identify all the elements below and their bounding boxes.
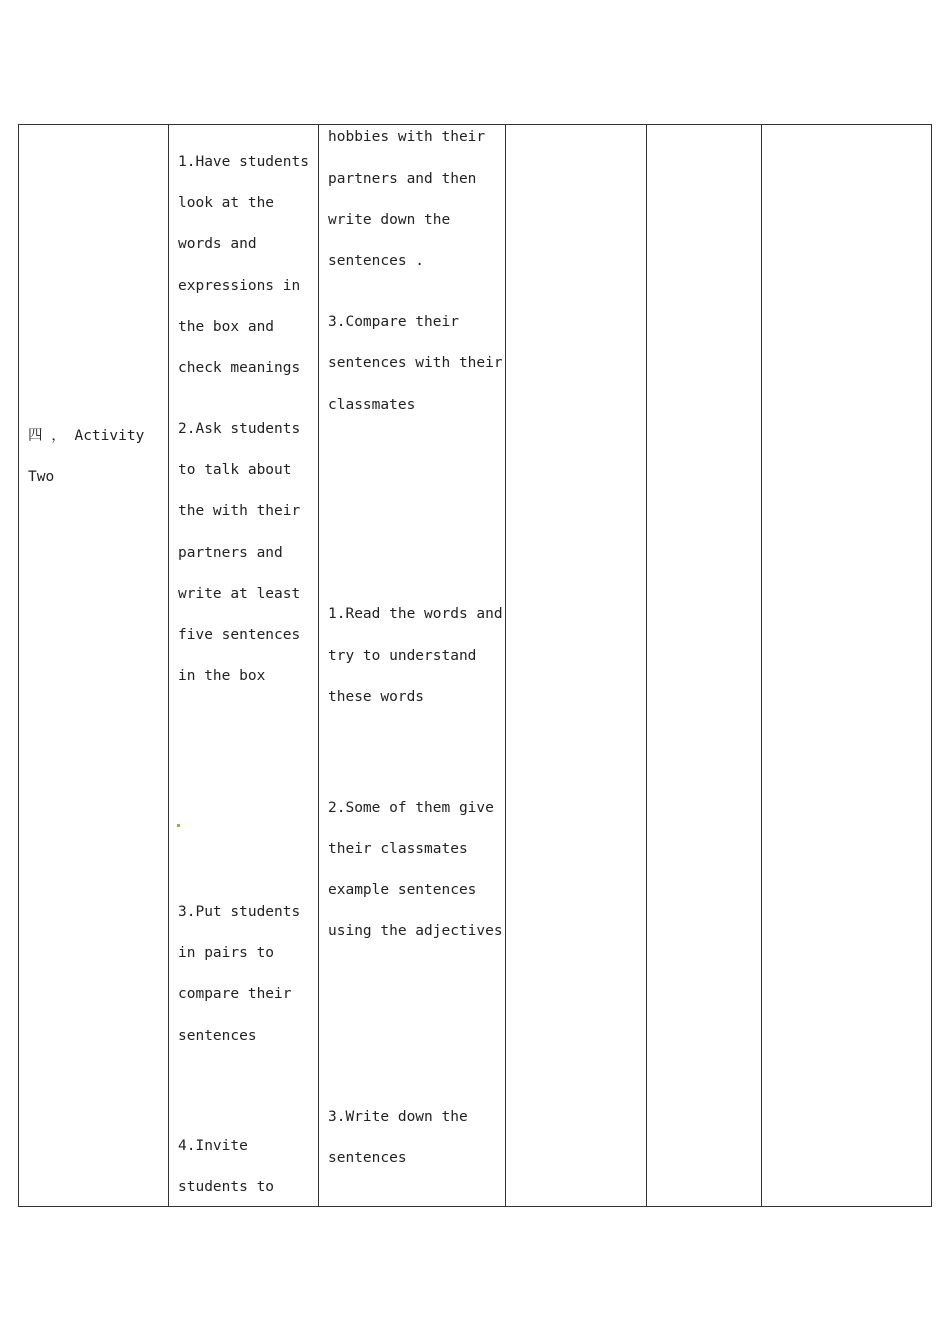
teacher-activity-line: partners and [178, 545, 283, 561]
student-activity-line: 1.Read the words and [328, 606, 503, 622]
student-activity-line: their classmates [328, 841, 468, 857]
teacher-activity-line: 2.Ask students [178, 421, 301, 437]
student-activity-line: sentences [328, 1150, 407, 1166]
teacher-activity-line: to talk about [178, 462, 292, 478]
student-activity-line: classmates [328, 397, 416, 413]
column-divider [168, 124, 169, 1207]
student-activity-line: write down the [328, 212, 451, 228]
student-activity-line: using the adjectives [328, 923, 503, 939]
teacher-activity-line: 4.Invite [178, 1138, 248, 1154]
teacher-activity-line: the box and [178, 319, 275, 335]
student-activity-line: example sentences [328, 882, 477, 898]
teacher-activity-line: compare their [178, 986, 292, 1002]
student-activity-line: try to understand [328, 648, 477, 664]
teacher-activity-line: five sentences [178, 627, 301, 643]
student-activity-line: 3.Write down the [328, 1109, 468, 1125]
student-activity-line: these words [328, 689, 425, 705]
teacher-activity-line: in pairs to [178, 945, 275, 961]
column-divider [761, 124, 762, 1207]
column-divider [505, 124, 506, 1207]
teacher-activity-line: in the box [178, 668, 266, 684]
student-activity-line: 2.Some of them give [328, 800, 494, 816]
teacher-activity-line: words and [178, 236, 257, 252]
teacher-activity-line: 1.Have students [178, 154, 309, 170]
teacher-activity-line: sentences [178, 1028, 257, 1044]
teacher-activity-line: expressions in [178, 278, 301, 294]
student-activity-line: 3.Compare their [328, 314, 459, 330]
step-label-line: Two [28, 469, 55, 485]
teacher-activity-line: write at least [178, 586, 301, 602]
teacher-activity-line: the with their [178, 503, 301, 519]
column-divider [646, 124, 647, 1207]
teacher-activity-line: check meanings [178, 360, 301, 376]
step-label-line: 四 ， Activity [28, 428, 145, 444]
stray-mark [177, 824, 180, 827]
student-activity-line: partners and then [328, 171, 477, 187]
step-label [28, 426, 160, 446]
student-activity-line: hobbies with their [328, 129, 486, 145]
teacher-activity-line: look at the [178, 195, 275, 211]
teacher-activity-line: 3.Put students [178, 904, 301, 920]
column-divider [318, 124, 319, 1207]
teacher-activity-line: students to [178, 1179, 275, 1195]
student-activity-line: sentences with their [328, 355, 503, 371]
student-activity-line: sentences . [328, 253, 425, 269]
